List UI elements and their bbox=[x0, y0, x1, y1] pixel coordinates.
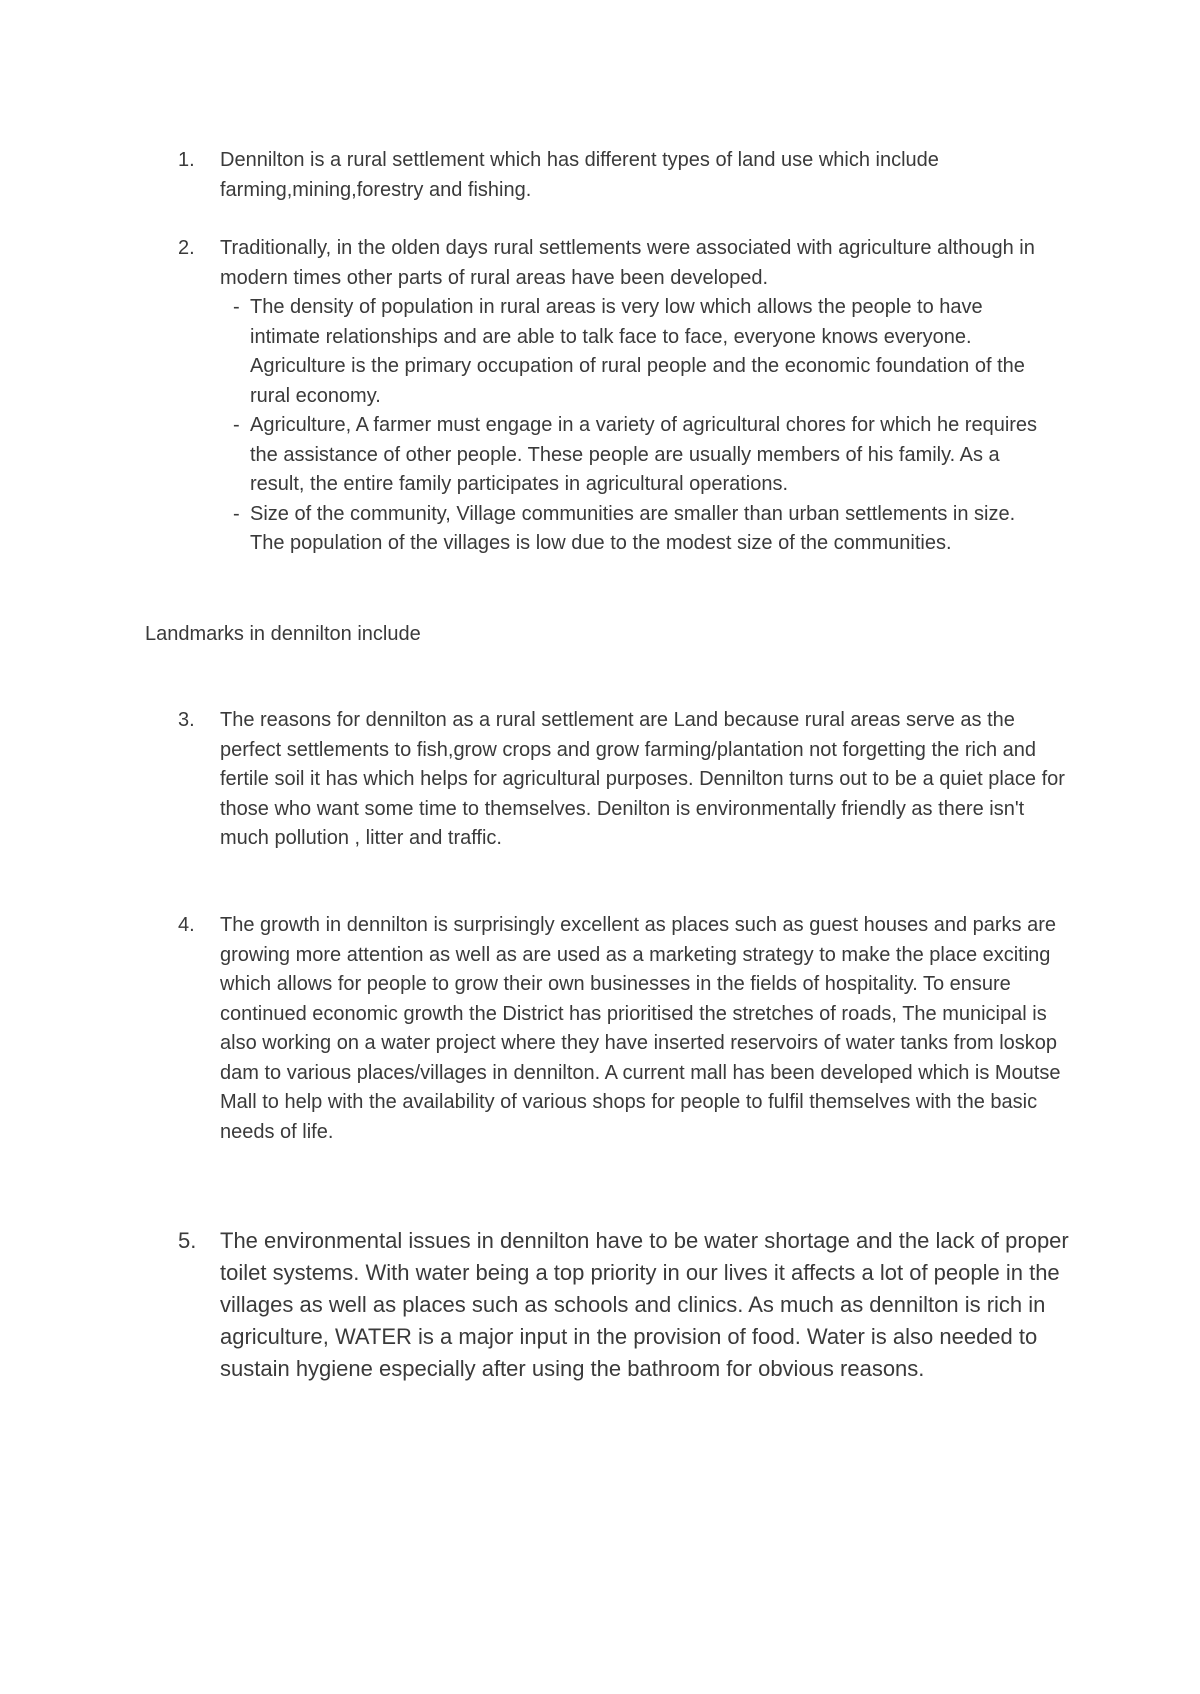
bullet-text: Size of the community, Village communities are smaller than urban settlements in size. The population of the villages is low due to the modest size of the communities. bbox=[250, 502, 1016, 554]
list-item-1 bbox=[178, 146, 1078, 205]
list-item-2 bbox=[178, 234, 1078, 559]
list-item-3 bbox=[178, 706, 1078, 854]
bullet-item bbox=[220, 500, 1040, 559]
bullet-list bbox=[220, 293, 1040, 559]
list-text: Dennilton is a rural settlement which has different types of land use which include farming,mining,forestry and fishing. bbox=[220, 149, 939, 201]
list-item bbox=[178, 146, 1078, 205]
list-text: Traditionally, in the olden days rural settlements were associated with agriculture although in modern times other parts of rural areas have been developed. bbox=[220, 237, 1035, 289]
list-item bbox=[178, 1225, 1078, 1385]
bullet-dash: - bbox=[233, 502, 240, 525]
list-item-5 bbox=[178, 1225, 1078, 1385]
list-text: The growth in dennilton is surprisingly excellent as places such as guest houses and parks are growing more attention as well as are used as a marketing strategy to make the place exciting which allows for people to grow their own businesses in the fields of hospitality. To ensure continued economic growth the District has prioritised the stretches of roads, The municipal is also working on a water project where they have inserted reservoirs of water tanks from loskop dam to various places/villages in dennilton. A current mall has been developed which is Moutse Mall to help with the availability of various shops for people to fulfil themselves with the basic needs of life. bbox=[220, 914, 1061, 1143]
bullet-dash: - bbox=[233, 414, 240, 436]
list-text: The reasons for dennilton as a rural settlement are Land because rural areas serve as the perfect settlements to fish,grow crops and grow farming/plantation not forgetting the rich and fertile soil it has which helps for agricultural purposes. Dennilton turns out to be a quiet place for those who want some time to themselves. Denilton is environmentally friendly as there isn't much pollution , litter and traffic. bbox=[220, 709, 1065, 849]
bullet-dash: - bbox=[233, 296, 240, 318]
list-text: The environmental issues in dennilton have to be water shortage and the lack of proper toilet systems. With water being a top priority in our lives it affects a lot of people in the villages as well as places such as schools and clinics. As much as dennilton is rich in agriculture, WATER is a major input in the provision of food. Water is also needed to sustain hygiene especially after using the bathroom for obvious reasons. bbox=[220, 1228, 1069, 1381]
list-item bbox=[178, 911, 1078, 1147]
list-number: 4. bbox=[178, 914, 195, 936]
bullet-item bbox=[220, 293, 1040, 411]
list-number: 2. bbox=[178, 237, 195, 259]
list-number: 1. bbox=[178, 149, 195, 171]
list-number: 5. bbox=[178, 1228, 197, 1253]
list-item bbox=[178, 706, 1078, 854]
list-number: 3. bbox=[178, 709, 195, 731]
list-item-4 bbox=[178, 911, 1078, 1147]
bullet-text: Agriculture, A farmer must engage in a variety of agricultural chores for which he requires the assistance of other people. These people are usually members of his family. As a result, the entire family participates in agricultural operations. bbox=[250, 414, 1038, 495]
bullet-item bbox=[220, 411, 1040, 500]
bullet-text: The density of population in rural areas is very low which allows the people to have intimate relationships and are able to talk face to face, everyone knows everyone. Agriculture is the primary occupation of rural people and the economic foundation of the rural economy. bbox=[250, 296, 1025, 407]
list-item bbox=[178, 234, 1078, 293]
landmarks-line: Landmarks in dennilton include bbox=[145, 623, 421, 645]
